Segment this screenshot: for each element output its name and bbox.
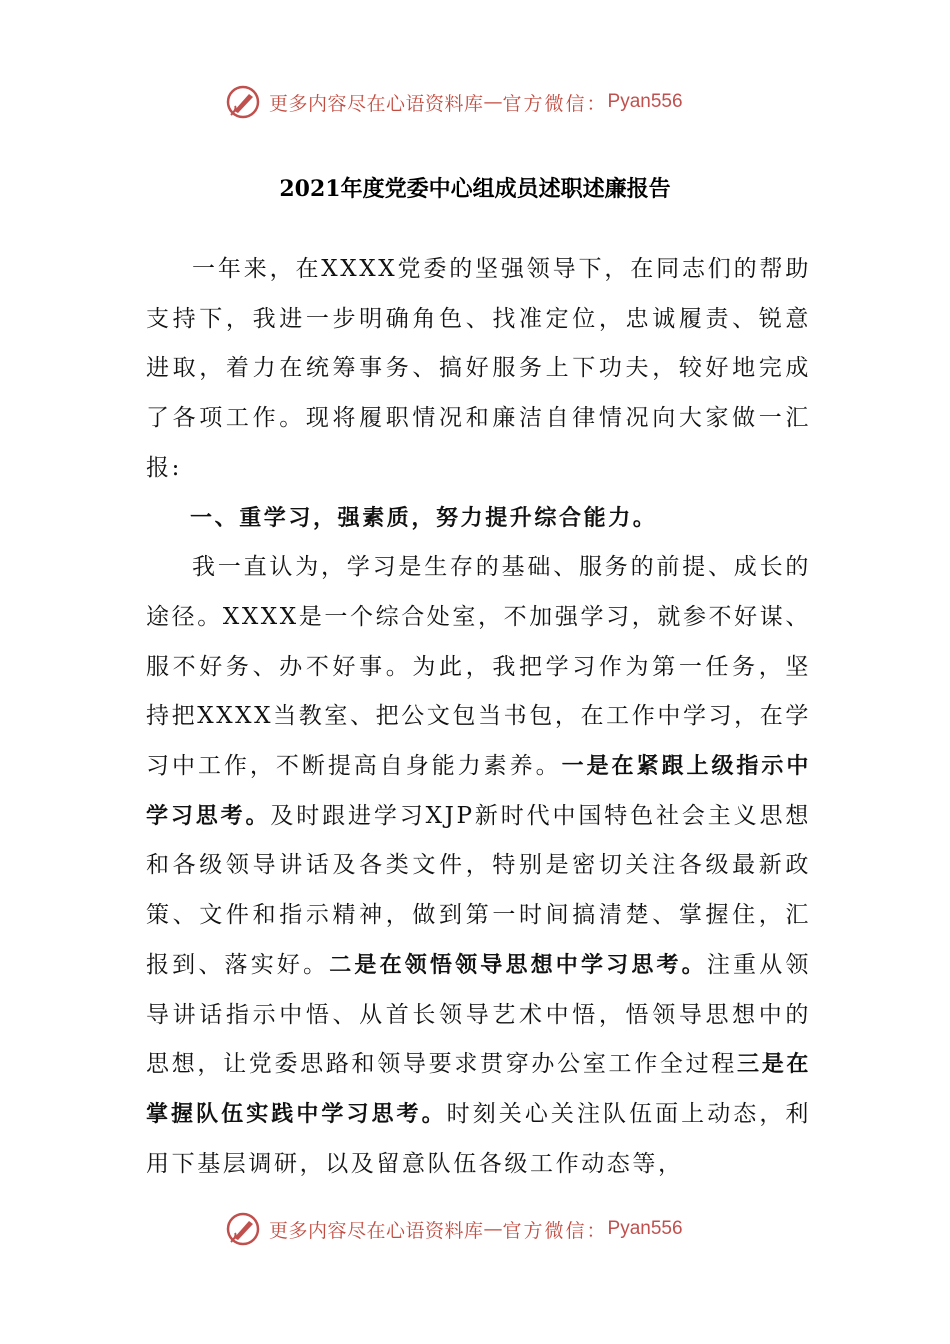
section-text-d: 时刻关心关注队伍面上动态，利用下基层调研，以及留意队伍各级工作动态等， [146, 1100, 811, 1177]
section-heading: 一、重学习，强素质，努力提升综合能力。 [190, 505, 658, 531]
watermark-dash: — [483, 1218, 503, 1240]
pen-logo-icon [225, 1211, 261, 1247]
watermark-dash: — [483, 91, 503, 113]
section-paragraph [146, 543, 811, 1189]
document-body [146, 245, 811, 1189]
watermark-brand: 更多内容尽在心语资料库 [269, 92, 484, 115]
watermark-wechat-label: 官方微信： [502, 1219, 608, 1242]
watermark-banner-bottom [225, 1209, 745, 1249]
pen-logo-icon [225, 84, 261, 120]
bold-point-1: 一是在紧跟上级指示中学习思考。 [146, 754, 811, 829]
bold-point-2: 二是在领悟领导思想中学习思考。 [329, 952, 707, 978]
watermark-banner-top [225, 82, 745, 122]
section-text-a: 我一直认为，学习是生存的基础、服务的前提、成长的途径。XXXX是一个综合处室，不加强学习，就参不好谋、服不好务、办不好事。为此，我把学习作为第一任务，坚持把XXXX当教室、把公文包当书包，在工作中学习，在学习中工作，不断提高自身能力素养。 [146, 554, 811, 780]
section-text-b: 及时跟进学习XJP新时代中国特色社会主义思想和各级领导讲话及各类文件，特别是密切关注各级最新政策、文件和指示精神，做到第一时间搞清楚、掌握住，汇报到、落实好。 [146, 802, 811, 978]
watermark-wechat-id: Pyan556 [607, 1218, 683, 1239]
watermark-wechat-id: Pyan556 [607, 91, 683, 112]
section-text-c: 注重从领导讲话指示中悟、从首长领导艺术中悟，悟领导思想中的思想，让党委思路和领导要求贯穿办公室工作全过程 [146, 951, 812, 1078]
intro-paragraph: 一年来，在XXXX党委的坚强领导下，在同志们的帮助支持下，我进一步明确角色、找准定位，忠诚履责、锐意进取，着力在统筹事务、搞好服务上下功夫，较好地完成了各项工作。现将履职情况和廉洁自律情况向大家做一汇报: [146, 256, 811, 481]
bold-point-3: 三是在掌握队伍实践中学习思考。 [146, 1052, 811, 1127]
watermark-brand: 更多内容尽在心语资料库 [269, 1219, 484, 1242]
document-title: 2021年度党委中心组成员述职述廉报告 [279, 176, 671, 202]
watermark-wechat-label: 官方微信： [502, 92, 608, 115]
